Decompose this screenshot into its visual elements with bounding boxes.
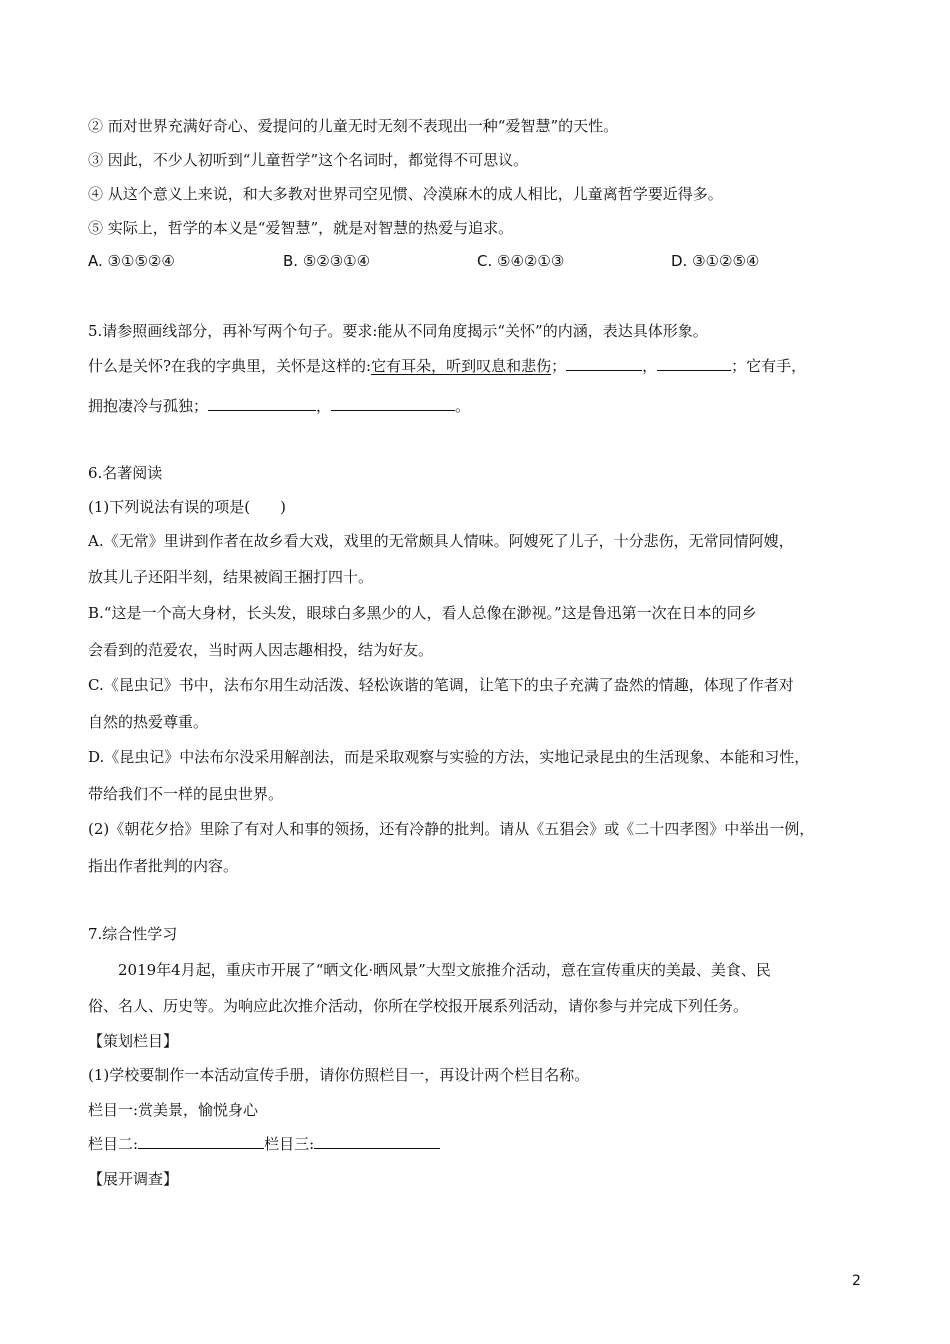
q6-line: C.《昆虫记》书中，法布尔用生动活泼、轻松诙谐的笔调，让笔下的虫子充满了盎然的情趣，体现了作者对	[88, 676, 794, 694]
option-letter: D.	[671, 252, 688, 270]
q6-line: 会看到的范爱农，当时两人因志趣相投，结为好友。	[88, 641, 434, 659]
q4-item-5: ⑤ 实际上，哲学的本义是“爱智慧”，就是对智慧的热爱与追求。	[88, 219, 514, 237]
q6-line: 带给我们不一样的昆虫世界。	[88, 785, 284, 803]
option-letter: B.	[283, 252, 299, 270]
q5-blank-3[interactable]	[208, 396, 316, 411]
q5-blank-4[interactable]	[331, 396, 455, 411]
q5-blank-1[interactable]	[566, 356, 642, 371]
q5-line1-prefix: 什么是关怀?在我的字典里，关怀是这样的:	[88, 357, 372, 375]
q4-option-a	[88, 251, 175, 271]
q7-task: (1)学校要制作一本活动宣传手册，请你仿照栏目一，再设计两个栏目名称。	[88, 1066, 590, 1084]
q7-column-2-blank[interactable]	[138, 1134, 264, 1149]
q5-title: 5.请参照画线部分，再补写两个句子。要求:能从不同角度揭示“关怀”的内涵，表达具体形象。	[88, 322, 708, 340]
q5-example-underlined: 它有耳朵，听到叹息和悲伤	[371, 357, 552, 375]
q7-column-2-label: 栏目二:	[88, 1135, 139, 1153]
q6-line: D.《昆虫记》中法布尔没采用解剖法，而是采取观察与实验的方法，实地记录昆虫的生活现象、本能和习性，	[88, 748, 810, 766]
option-letter: A.	[88, 252, 103, 270]
q6-sub1: (1)下列说法有误的项是( )	[88, 498, 286, 516]
q4-item-3: ③ 因此，不少人初听到“儿童哲学”这个名词时，都觉得不可思议。	[88, 151, 529, 169]
q4-item-4: ④ 从这个意义上来说，和大多教对世界司空见惯、冷漠麻木的成人相比，儿童离哲学要近得多。	[88, 185, 723, 203]
page-number: 2	[852, 1273, 861, 1289]
q6-line: A.《无常》里讲到作者在故乡看大戏，戏里的无常颇具人情味。阿嫂死了儿子，十分悲伤，无常同情阿嫂，	[88, 532, 794, 550]
q4-option-d	[671, 251, 759, 271]
option-text: ⑤②③①④	[302, 252, 371, 270]
q5-end: 。	[455, 397, 471, 415]
q6-line: 自然的热爱尊重。	[88, 713, 209, 731]
q5-line-2	[88, 396, 470, 416]
q5-sep: ；	[551, 357, 567, 375]
q7-column-1: 栏目一:赏美景，愉悦身心	[88, 1101, 259, 1119]
q7-paragraph: 俗、名人、历史等。为响应此次推介活动，你所在学校报开展系列活动，请你参与并完成下列任务。	[88, 997, 749, 1015]
q7-paragraph: 2019年4月起，重庆市开展了“晒文化·晒风景”大型文旅推介活动，意在宣传重庆的美最、美食、民	[88, 961, 771, 979]
q7-section-heading: 【策划栏目】	[88, 1032, 179, 1050]
q7-title: 7.综合性学习	[88, 925, 178, 943]
q6-line: 指出作者批判的内容。	[88, 857, 239, 875]
q4-option-b	[283, 251, 370, 271]
option-letter: C.	[477, 252, 493, 270]
q5-sep: ，	[316, 397, 332, 415]
option-text: ③①⑤②④	[107, 252, 175, 270]
q5-line-1	[88, 356, 806, 376]
q4-item-2: ② 而对世界充满好奇心、爱提问的儿童无时无刻不表现出一种“爱智慧”的天性。	[88, 117, 619, 135]
option-text: ③①②⑤④	[692, 252, 760, 270]
q7-column-3-blank[interactable]	[314, 1134, 440, 1149]
q6-line: 放其儿子还阳半刻，结果被阎王捆打四十。	[88, 568, 374, 586]
q5-line1-suffix: ；它有手，	[731, 357, 807, 375]
q5-line2-prefix: 拥抱凄冷与孤独；	[88, 397, 209, 415]
q6-title: 6.名著阅读	[88, 464, 163, 482]
q7-section-heading: 【展开调查】	[88, 1170, 179, 1188]
option-text: ⑤④②①③	[497, 252, 565, 270]
q5-blank-2[interactable]	[657, 356, 731, 371]
q6-line: (2)《朝花夕拾》里除了有对人和事的领扬，还有冷静的批判。请从《五猖会》或《二十四孝图》中举出一例，	[88, 820, 815, 838]
q7-columns-blanks	[88, 1134, 440, 1154]
q4-option-c	[477, 251, 564, 271]
q7-column-3-label: 栏目三:	[264, 1135, 315, 1153]
q6-line: B.“这是一个高大身材，长头发，眼球白多黑少的人，看人总像在渺视。”这是鲁迅第一次在日本的同乡	[88, 604, 757, 622]
q5-sep: ，	[642, 357, 658, 375]
